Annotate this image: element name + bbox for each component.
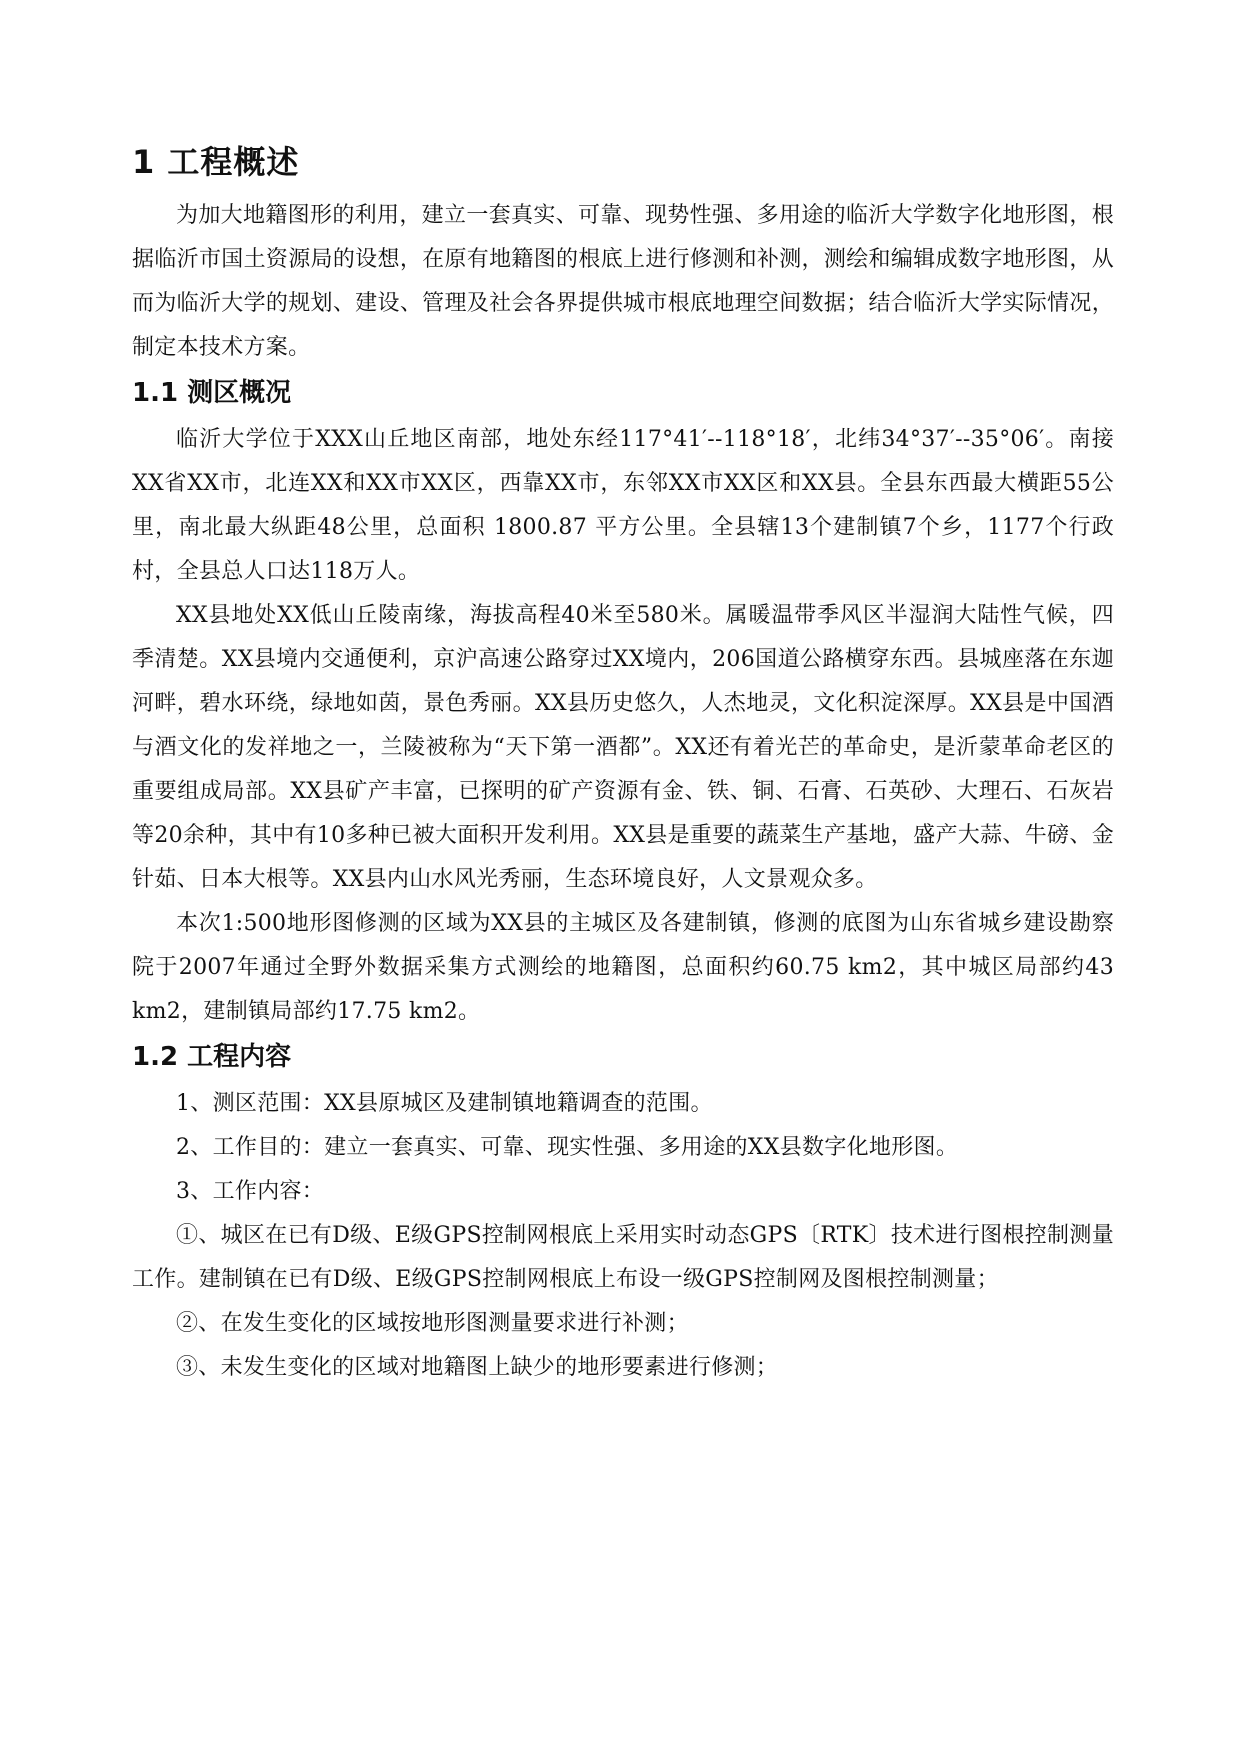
- section-1-heading: 1 工程概述: [132, 143, 300, 181]
- document-body: [132, 142, 1114, 1390]
- section-1-1-heading: 1.1 测区概况: [132, 378, 292, 408]
- list-item-content: 3、工作内容：: [176, 1179, 325, 1204]
- sub-item-control-survey: ①、城区在已有D级、E级GPS控制网根底上采用实时动态GPS〔RTK〕技术进行图根控制测量工作。建制镇在已有D级、E级GPS控制网根底上布设一级GPS控制网及图根控制测量；: [132, 1223, 1114, 1292]
- project-content-list: [132, 1082, 1114, 1390]
- survey-area-paragraph-1: 临沂大学位于XXX山丘地区南部，地处东经117°41′--118°18′，北纬34°37′--35°06′。南接XX省XX市，北连XX和XX市XX区，西靠XX市，东邻XX市XX区和XX县。全县东西最大横距55公里，南北最大纵距48公里，总面积 1800.87 平方公里。全县辖13个建制镇7个乡，1177个行政村，全县总人口达118万人。: [132, 427, 1114, 584]
- list-item-scope: 1、测区范围：XX县原城区及建制镇地籍调查的范围。: [176, 1091, 713, 1116]
- section-1-intro-paragraph: 为加大地籍图形的利用，建立一套真实、可靠、现势性强、多用途的临沂大学数字化地形图，根据临沂市国土资源局的设想，在原有地籍图的根底上进行修测和补测，测绘和编辑成数字地形图，从而为临沂大学的规划、建设、管理及社会各界提供城市根底地理空间数据；结合临沂大学实际情况，制定本技术方案。: [132, 203, 1114, 360]
- survey-area-paragraph-3: 本次1:500地形图修测的区域为XX县的主城区及各建制镇，修测的底图为山东省城乡建设勘察院于2007年通过全野外数据采集方式测绘的地籍图，总面积约60.75 km2，其中城区局部约43 km2，建制镇局部约17.75 km2。: [132, 911, 1114, 1024]
- list-item-purpose: 2、工作目的：建立一套真实、可靠、现实性强、多用途的XX县数字化地形图。: [176, 1135, 959, 1160]
- survey-area-paragraph-2: XX县地处XX低山丘陵南缘，海拔高程40米至580米。属暖温带季风区半湿润大陆性气候，四季清楚。XX县境内交通便利，京沪高速公路穿过XX境内，206国道公路横穿东西。县城座落在东迦河畔，碧水环绕，绿地如茵，景色秀丽。XX县历史悠久，人杰地灵，文化积淀深厚。XX县是中国酒与酒文化的发祥地之一，兰陵被称为“天下第一酒都”。XX还有着光芒的革命史，是沂蒙革命老区的重要组成局部。XX县矿产丰富，已探明的矿产资源有金、铁、铜、石膏、石英砂、大理石、石灰岩等20余种，其中有10多种已被大面积开发利用。XX县是重要的蔬菜生产基地，盛产大蒜、牛磅、金针茹、日本大根等。XX县内山水风光秀丽，生态环境良好，人文景观众多。: [132, 603, 1114, 892]
- sub-item-revision-survey: ③、未发生变化的区域对地籍图上缺少的地形要素进行修测；: [176, 1355, 779, 1380]
- section-1-2-heading: 1.2 工程内容: [132, 1042, 292, 1072]
- sub-item-supplementary-survey: ②、在发生变化的区域按地形图测量要求进行补测；: [176, 1311, 689, 1336]
